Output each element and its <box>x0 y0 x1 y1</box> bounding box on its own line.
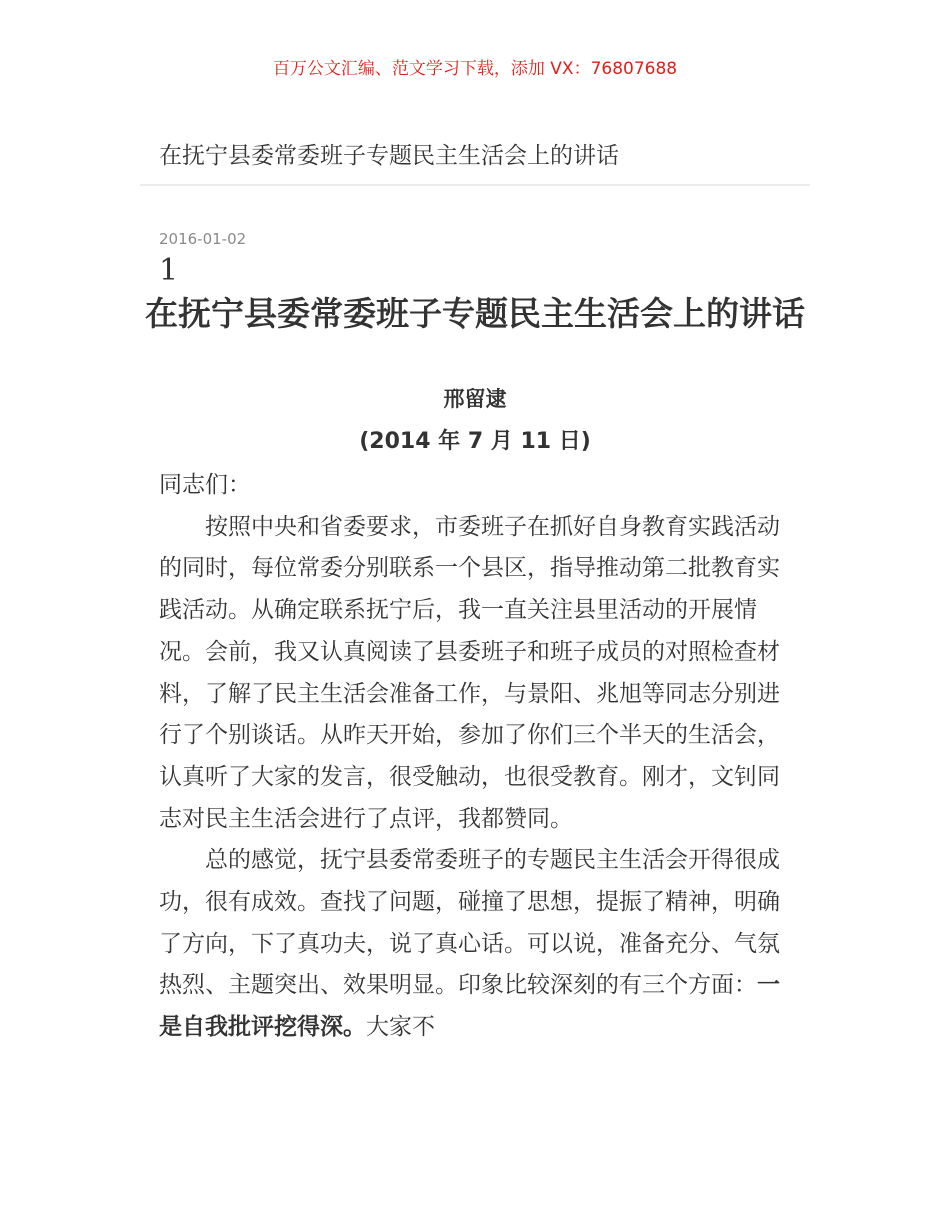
page-number: 1 <box>159 253 179 288</box>
paragraph-2 <box>159 840 795 1049</box>
salutation: 同志们： <box>159 472 251 498</box>
speech-date: (2014 年 7 月 11 日) <box>359 429 591 454</box>
paragraph-2-lead: 总的感觉，抚宁县委常委班子的专题民主生活会开得很成功，很有成效。查找了问题，碰撞了思想，提振了精神，明确了方向，下了真功夫，说了真心话。可以说，准备充分、气氛热烈、主题突出、效果明显。印象比较深刻的有三个方面： <box>159 847 780 999</box>
paragraph-2-tail: 大家不 <box>366 1014 435 1041</box>
author-name: 邢留逮 <box>443 387 507 411</box>
publish-date: 2016-01-02 <box>159 230 247 248</box>
paragraph-1: 按照中央和省委要求，市委班子在抓好自身教育实践活动的同时，每位常委分别联系一个县区，指导推动第二批教育实践活动。从确定联系抚宁后，我一直关注县里活动的开展情况。会前，我又认真阅读了县委班子和班子成员的对照检查材料，了解了民主生活会准备工作，与景阳、兆旭等同志分别进行了个别谈话。从昨天开始，参加了你们三个半天的生活会，认真听了大家的发言，很受触动，也很受教育。刚才，文钊同志对民主生活会进行了点评，我都赞同。 <box>159 513 780 832</box>
watermark-banner: 百万公文汇编、范文学习下载，添加 VX：76807688 <box>272 59 678 79</box>
header-divider <box>140 184 810 186</box>
page-header-title: 在抚宁县委常委班子专题民主生活会上的讲话 <box>159 143 619 169</box>
paragraph-2-emphasis: 一是自我批评挖得深。 <box>159 972 780 1041</box>
document-title: 在抚宁县委常委班子专题民主生活会上的讲话 <box>145 294 805 333</box>
document-body <box>159 465 795 1049</box>
